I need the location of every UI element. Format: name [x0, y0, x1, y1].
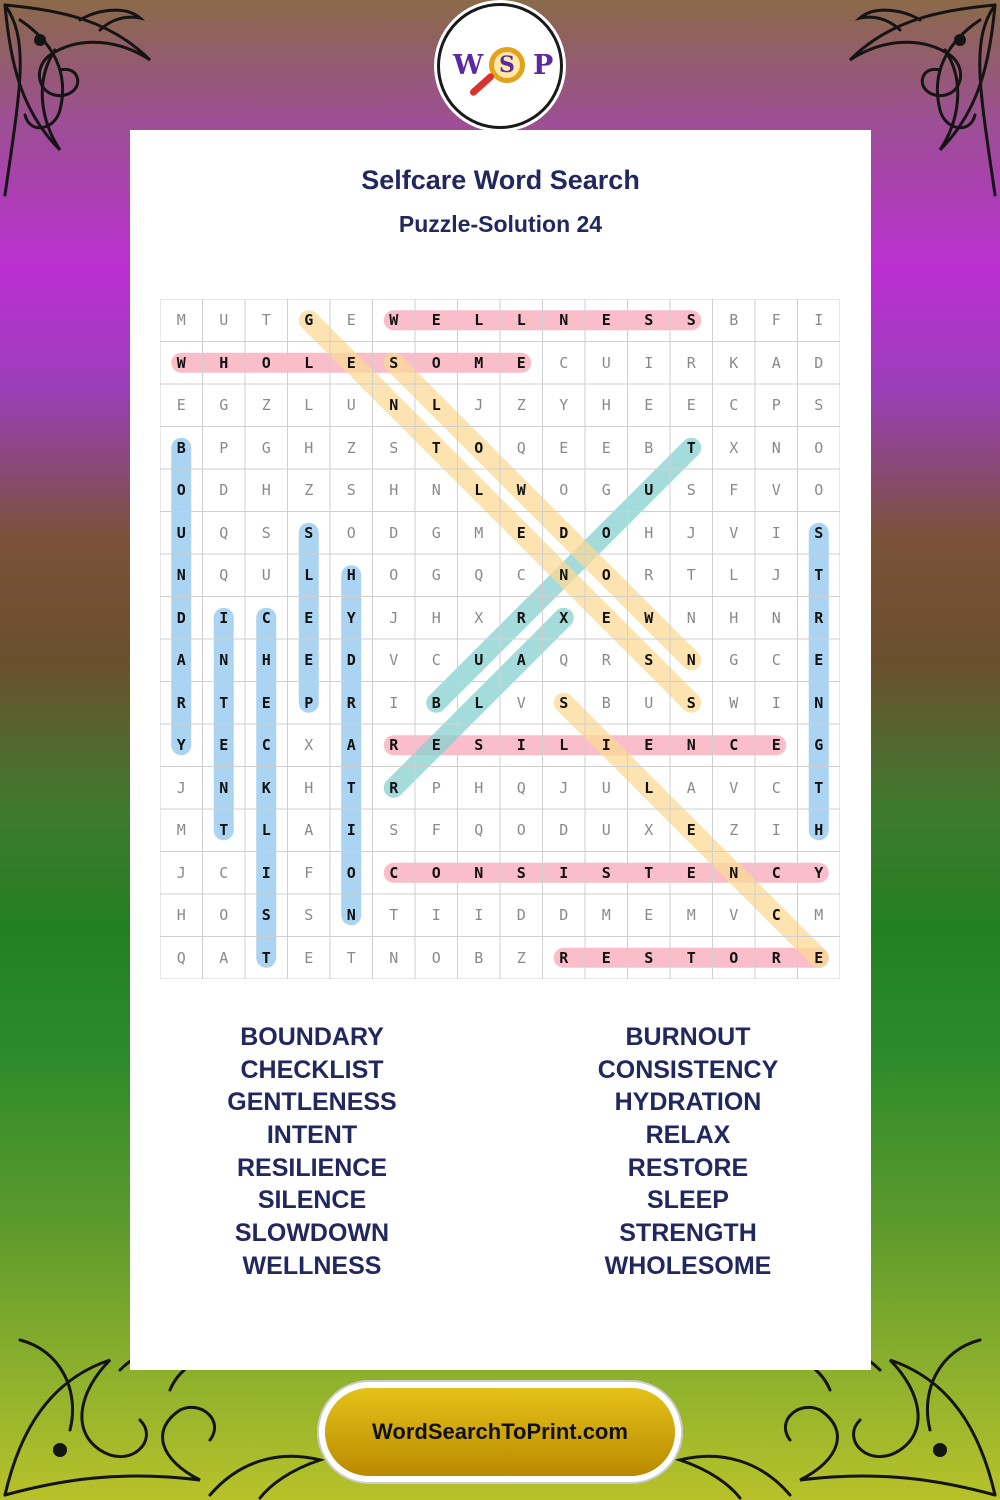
- grid-cell[interactable]: A: [771, 353, 781, 372]
- logo-letter-s: S: [499, 52, 515, 78]
- grid-cell[interactable]: U: [601, 778, 611, 797]
- grid-cell[interactable]: T: [219, 693, 229, 712]
- grid-cell[interactable]: J: [686, 523, 696, 542]
- grid-cell[interactable]: H: [304, 438, 314, 457]
- word-list-item: RESTORE: [627, 1153, 749, 1182]
- grid-cell[interactable]: C: [261, 736, 271, 754]
- grid-cell[interactable]: N: [771, 438, 781, 457]
- grid-cell[interactable]: G: [261, 438, 271, 457]
- grid-cell[interactable]: F: [304, 863, 314, 882]
- grid-cell[interactable]: E: [304, 608, 314, 627]
- grid-cell[interactable]: L: [474, 481, 484, 499]
- grid-cell[interactable]: E: [431, 736, 441, 754]
- grid-cell[interactable]: E: [771, 736, 781, 754]
- word-list-item: INTENT: [266, 1121, 358, 1150]
- grid-cell[interactable]: N: [771, 608, 781, 627]
- grid-cell[interactable]: S: [644, 311, 654, 329]
- word-list-item: GENTLENESS: [227, 1088, 397, 1117]
- grid-cell[interactable]: C: [771, 778, 781, 797]
- grid-cell[interactable]: S: [304, 523, 314, 542]
- grid-cell[interactable]: I: [601, 736, 611, 754]
- grid-cell[interactable]: S: [559, 693, 569, 712]
- grid-cell[interactable]: E: [814, 651, 824, 669]
- grid-cell[interactable]: Q: [176, 948, 186, 967]
- grid-cell[interactable]: L: [644, 778, 654, 797]
- grid-cell[interactable]: L: [304, 396, 314, 414]
- grid-cell[interactable]: N: [219, 651, 229, 669]
- grid-cell[interactable]: O: [176, 481, 186, 499]
- grid-cell[interactable]: S: [686, 311, 696, 329]
- grid-cell[interactable]: I: [814, 311, 824, 329]
- grid-cell[interactable]: S: [686, 693, 696, 712]
- grid-cell[interactable]: S: [686, 481, 696, 499]
- grid-cell[interactable]: N: [686, 608, 696, 627]
- grid-cell[interactable]: O: [474, 438, 484, 457]
- grid-cell[interactable]: M: [474, 353, 484, 372]
- grid-cell[interactable]: H: [601, 396, 611, 414]
- magnifier-icon: [489, 47, 525, 83]
- grid-cell[interactable]: N: [389, 948, 399, 967]
- grid-cell[interactable]: Y: [814, 863, 824, 882]
- word-list-column-2: [488, 1021, 888, 1283]
- grid-cell[interactable]: H: [474, 778, 484, 797]
- grid-cell[interactable]: T: [814, 778, 824, 797]
- grid-cell[interactable]: D: [559, 906, 569, 924]
- grid-cell[interactable]: N: [431, 481, 441, 499]
- grid-cell[interactable]: G: [814, 736, 824, 754]
- grid-cell[interactable]: S: [644, 948, 654, 967]
- grid-cell[interactable]: Q: [516, 778, 526, 797]
- grid-cell[interactable]: E: [516, 353, 526, 372]
- grid-cell[interactable]: O: [601, 523, 611, 542]
- grid-cell[interactable]: A: [516, 651, 526, 669]
- grid-cell[interactable]: H: [261, 481, 271, 499]
- word-list-item: CHECKLIST: [240, 1055, 384, 1084]
- grid-cell[interactable]: G: [304, 311, 314, 329]
- grid-cell[interactable]: Z: [261, 396, 271, 414]
- grid-cell[interactable]: W: [516, 481, 526, 499]
- grid-cell[interactable]: U: [601, 353, 611, 372]
- grid-cell[interactable]: R: [686, 353, 696, 372]
- word-list-item: BOUNDARY: [240, 1023, 384, 1051]
- letter-grid[interactable]: [160, 299, 840, 979]
- word-list-item: RELAX: [645, 1121, 731, 1150]
- grid-cell[interactable]: J: [389, 608, 399, 627]
- grid-cell[interactable]: Q: [474, 821, 484, 839]
- grid-cell[interactable]: N: [176, 566, 186, 584]
- grid-cell[interactable]: G: [729, 651, 739, 669]
- grid-cell[interactable]: X: [304, 736, 314, 754]
- word-list-item: SLEEP: [647, 1186, 729, 1215]
- grid-cell[interactable]: W: [644, 608, 654, 627]
- grid-cell[interactable]: D: [559, 523, 569, 542]
- grid-cell[interactable]: Y: [559, 396, 569, 414]
- grid-cell[interactable]: U: [219, 311, 229, 329]
- grid-cell[interactable]: T: [261, 311, 271, 329]
- grid-cell[interactable]: T: [814, 566, 824, 584]
- grid-cell[interactable]: C: [771, 651, 781, 669]
- grid-cell[interactable]: Q: [559, 651, 569, 669]
- grid-cell[interactable]: I: [771, 523, 781, 542]
- word-list-item: WHOLESOME: [604, 1251, 772, 1280]
- grid-cell[interactable]: M: [176, 311, 186, 329]
- grid-cell[interactable]: R: [346, 693, 356, 712]
- grid-cell[interactable]: R: [644, 566, 654, 584]
- grid-cell[interactable]: T: [219, 821, 229, 839]
- grid-cell[interactable]: U: [644, 481, 654, 499]
- grid-cell[interactable]: C: [559, 353, 569, 372]
- grid-cell[interactable]: Q: [219, 566, 229, 584]
- grid-cell[interactable]: E: [686, 821, 696, 839]
- grid-cell[interactable]: B: [729, 311, 739, 329]
- grid-cell[interactable]: O: [559, 481, 569, 499]
- grid-cell[interactable]: H: [814, 821, 824, 839]
- grid-cell[interactable]: O: [814, 481, 824, 499]
- grid-cell[interactable]: C: [261, 608, 271, 627]
- grid-cell[interactable]: N: [814, 693, 824, 712]
- grid-cell[interactable]: O: [219, 906, 229, 924]
- grid-cell[interactable]: O: [431, 863, 441, 882]
- grid-cell[interactable]: Z: [516, 396, 526, 414]
- grid-cell[interactable]: C: [431, 651, 441, 669]
- grid-cell[interactable]: O: [431, 948, 441, 967]
- grid-cell[interactable]: A: [304, 821, 314, 839]
- grid-cell[interactable]: N: [686, 651, 696, 669]
- grid-cell[interactable]: Y: [346, 608, 356, 627]
- grid-cell[interactable]: E: [644, 736, 654, 754]
- grid-cell[interactable]: R: [389, 778, 399, 797]
- grid-cell[interactable]: C: [729, 396, 739, 414]
- grid-cell[interactable]: A: [686, 778, 696, 797]
- grid-cell[interactable]: N: [559, 311, 569, 329]
- grid-cell[interactable]: E: [516, 523, 526, 542]
- grid-cell[interactable]: O: [601, 566, 611, 584]
- grid-cell[interactable]: S: [814, 396, 824, 414]
- grid-cell[interactable]: L: [559, 736, 569, 754]
- grid-cell[interactable]: M: [686, 906, 696, 924]
- grid-cell[interactable]: N: [559, 566, 569, 584]
- word-list-item: HYDRATION: [614, 1088, 762, 1117]
- grid-cell[interactable]: H: [729, 608, 739, 627]
- grid-cell[interactable]: E: [601, 311, 611, 329]
- grid-cell[interactable]: Z: [346, 438, 356, 457]
- grid-cell[interactable]: E: [814, 948, 824, 967]
- grid-cell[interactable]: L: [304, 353, 314, 372]
- grid-cell[interactable]: J: [771, 566, 781, 584]
- grid-cell[interactable]: M: [474, 523, 484, 542]
- grid-cell[interactable]: T: [686, 438, 696, 457]
- grid-cell[interactable]: U: [474, 651, 484, 669]
- grid-cell[interactable]: E: [559, 438, 569, 457]
- grid-cell[interactable]: N: [389, 396, 399, 414]
- grid-cell[interactable]: H: [261, 651, 271, 669]
- grid-cell[interactable]: F: [431, 821, 441, 839]
- logo-letter-p: P: [533, 50, 554, 81]
- grid-cell[interactable]: N: [686, 736, 696, 754]
- grid-cell[interactable]: D: [814, 353, 824, 372]
- grid-cell[interactable]: U: [346, 396, 356, 414]
- word-list-column-1: [112, 1021, 512, 1283]
- grid-cell[interactable]: S: [601, 863, 611, 882]
- grid-cell[interactable]: I: [516, 736, 526, 754]
- grid-cell[interactable]: B: [431, 693, 441, 712]
- grid-cell[interactable]: S: [516, 863, 526, 882]
- grid-cell[interactable]: L: [261, 821, 271, 839]
- grid-cell[interactable]: C: [771, 906, 781, 924]
- grid-cell[interactable]: V: [729, 906, 739, 924]
- grid-cell[interactable]: G: [219, 396, 229, 414]
- grid-cell[interactable]: D: [176, 608, 186, 627]
- grid-cell[interactable]: M: [601, 906, 611, 924]
- grid-cell[interactable]: I: [559, 863, 569, 882]
- grid-cell[interactable]: T: [644, 863, 654, 882]
- grid-cell[interactable]: N: [729, 863, 739, 882]
- grid-cell[interactable]: H: [219, 353, 229, 372]
- grid-cell[interactable]: I: [644, 353, 654, 372]
- grid-cell[interactable]: I: [474, 906, 484, 924]
- puzzle-subtitle: Puzzle-Solution 24: [398, 211, 603, 237]
- grid-cell[interactable]: B: [601, 693, 611, 712]
- grid-cell[interactable]: P: [431, 778, 441, 797]
- grid-cell[interactable]: S: [389, 821, 399, 839]
- grid-cell[interactable]: Q: [516, 438, 526, 457]
- word-list-item: WELLNESS: [242, 1251, 382, 1280]
- grid-cell[interactable]: D: [346, 651, 356, 669]
- grid-cell[interactable]: I: [346, 821, 356, 839]
- grid-cell[interactable]: C: [516, 566, 526, 584]
- grid-cell[interactable]: R: [559, 948, 569, 967]
- grid-cell[interactable]: R: [814, 608, 824, 627]
- grid-cell[interactable]: V: [729, 778, 739, 797]
- grid-cell[interactable]: E: [601, 948, 611, 967]
- grid-cell[interactable]: V: [516, 693, 526, 712]
- grid-cell[interactable]: X: [644, 821, 654, 839]
- grid-cell[interactable]: S: [644, 651, 654, 669]
- grid-cell[interactable]: K: [261, 778, 271, 797]
- grid-cell[interactable]: B: [644, 438, 654, 457]
- grid-cell[interactable]: J: [559, 778, 569, 797]
- grid-cell[interactable]: E: [304, 651, 314, 669]
- grid-cell[interactable]: L: [474, 311, 484, 329]
- grid-cell[interactable]: M: [814, 906, 824, 924]
- grid-cell[interactable]: A: [219, 948, 229, 967]
- grid-cell[interactable]: D: [559, 821, 569, 839]
- grid-cell[interactable]: N: [346, 906, 356, 924]
- grid-cell[interactable]: L: [729, 566, 739, 584]
- grid-cell[interactable]: D: [516, 906, 526, 924]
- grid-cell[interactable]: I: [261, 863, 271, 882]
- grid-cell[interactable]: C: [219, 863, 229, 882]
- grid-cell[interactable]: T: [261, 948, 271, 967]
- grid-cell[interactable]: W: [389, 311, 399, 329]
- grid-cell[interactable]: H: [176, 906, 186, 924]
- word-list-item: BURNOUT: [625, 1023, 751, 1051]
- grid-cell[interactable]: G: [431, 523, 441, 542]
- grid-cell[interactable]: P: [771, 396, 781, 414]
- grid-cell[interactable]: L: [516, 311, 526, 329]
- grid-cell[interactable]: W: [729, 693, 739, 712]
- grid-cell[interactable]: E: [686, 396, 696, 414]
- grid-cell[interactable]: I: [219, 608, 229, 627]
- grid-cell[interactable]: T: [686, 566, 696, 584]
- grid-cell[interactable]: S: [814, 523, 824, 542]
- grid-cell[interactable]: U: [601, 821, 611, 839]
- grid-cell[interactable]: O: [261, 353, 271, 372]
- grid-cell[interactable]: I: [771, 693, 781, 712]
- grid-cell[interactable]: A: [176, 651, 186, 669]
- grid-cell[interactable]: S: [474, 736, 484, 754]
- puzzle-title: Selfcare Word Search: [361, 165, 640, 195]
- grid-cell[interactable]: E: [261, 693, 271, 712]
- grid-cell[interactable]: C: [771, 863, 781, 882]
- grid-cell[interactable]: F: [729, 481, 739, 499]
- grid-cell[interactable]: S: [346, 481, 356, 499]
- grid-cell[interactable]: R: [176, 693, 186, 712]
- grid-cell[interactable]: I: [389, 693, 399, 712]
- grid-cell[interactable]: X: [559, 608, 569, 627]
- grid-cell[interactable]: P: [219, 438, 229, 457]
- word-list-item: STRENGTH: [619, 1219, 757, 1248]
- grid-cell[interactable]: K: [729, 353, 739, 372]
- site-logo[interactable]: [437, 3, 563, 129]
- grid-cell[interactable]: H: [304, 778, 314, 797]
- grid-cell[interactable]: T: [346, 778, 356, 797]
- grid-cell[interactable]: C: [729, 736, 739, 754]
- grid-cell[interactable]: R: [516, 608, 526, 627]
- grid-cell[interactable]: Q: [474, 566, 484, 584]
- grid-cell[interactable]: U: [176, 523, 186, 542]
- grid-cell[interactable]: S: [261, 906, 271, 924]
- grid-cell[interactable]: E: [431, 311, 441, 329]
- grid-cell[interactable]: U: [261, 566, 271, 584]
- grid-cell[interactable]: S: [389, 438, 399, 457]
- grid-cell[interactable]: H: [346, 566, 356, 584]
- grid-cell[interactable]: T: [686, 948, 696, 967]
- grid-cell[interactable]: E: [644, 906, 654, 924]
- grid-cell[interactable]: R: [601, 651, 611, 669]
- grid-cell[interactable]: G: [431, 566, 441, 584]
- grid-cell[interactable]: O: [729, 948, 739, 967]
- grid-cell[interactable]: F: [771, 311, 781, 329]
- grid-cell[interactable]: H: [389, 481, 399, 499]
- grid-cell[interactable]: X: [474, 608, 484, 627]
- grid-cell[interactable]: B: [474, 948, 484, 967]
- word-list-item: CONSISTENCY: [597, 1055, 779, 1084]
- grid-cell[interactable]: D: [389, 523, 399, 542]
- grid-cell[interactable]: I: [771, 821, 781, 839]
- grid-cell[interactable]: O: [346, 523, 356, 542]
- grid-cell[interactable]: O: [431, 353, 441, 372]
- grid-cell[interactable]: Z: [304, 481, 314, 499]
- grid-cell[interactable]: A: [346, 736, 356, 754]
- grid-cell[interactable]: E: [601, 438, 611, 457]
- grid-cell[interactable]: P: [304, 693, 314, 712]
- grid-cell[interactable]: E: [686, 863, 696, 882]
- grid-cell[interactable]: J: [176, 778, 186, 797]
- grid-cell[interactable]: T: [389, 906, 399, 924]
- grid-cell[interactable]: O: [389, 566, 399, 584]
- word-list-item: SLOWDOWN: [234, 1219, 390, 1248]
- grid-cell[interactable]: D: [219, 481, 229, 499]
- footer-site-link[interactable]: WordSearchToPrint.com: [325, 1388, 675, 1476]
- grid-cell[interactable]: R: [389, 736, 399, 754]
- grid-cell[interactable]: R: [771, 948, 781, 967]
- word-list-item: RESILIENCE: [236, 1153, 388, 1182]
- grid-cell[interactable]: E: [346, 353, 356, 372]
- grid-cell[interactable]: H: [644, 523, 654, 542]
- grid-cell[interactable]: Z: [516, 948, 526, 967]
- grid-cell[interactable]: G: [601, 481, 611, 499]
- grid-cell[interactable]: L: [474, 693, 484, 712]
- grid-cell[interactable]: E: [644, 396, 654, 414]
- grid-cell[interactable]: X: [729, 438, 739, 457]
- grid-cell[interactable]: W: [176, 353, 186, 372]
- grid-cell[interactable]: V: [729, 523, 739, 542]
- grid-cell[interactable]: E: [304, 948, 314, 967]
- grid-cell[interactable]: M: [176, 821, 186, 839]
- grid-cell[interactable]: S: [304, 906, 314, 924]
- grid-cell[interactable]: C: [389, 863, 399, 882]
- grid-cell[interactable]: Z: [729, 821, 739, 839]
- grid-cell[interactable]: V: [389, 651, 399, 669]
- grid-cell[interactable]: E: [219, 736, 229, 754]
- word-list-item: SILENCE: [257, 1186, 367, 1215]
- grid-cell[interactable]: V: [771, 481, 781, 499]
- grid-cell[interactable]: O: [346, 863, 356, 882]
- grid-cell[interactable]: J: [176, 863, 186, 882]
- grid-cell[interactable]: E: [601, 608, 611, 627]
- grid-cell[interactable]: T: [431, 438, 441, 457]
- grid-cell[interactable]: L: [431, 396, 441, 414]
- grid-cell[interactable]: Y: [176, 736, 186, 754]
- grid-cell[interactable]: L: [304, 566, 314, 584]
- grid-cell[interactable]: Q: [219, 523, 229, 542]
- grid-cell[interactable]: T: [346, 948, 356, 967]
- grid-cell[interactable]: B: [176, 438, 186, 457]
- grid-cell[interactable]: U: [644, 693, 654, 712]
- grid-cell[interactable]: J: [474, 396, 484, 414]
- grid-cell[interactable]: O: [814, 438, 824, 457]
- grid-cell[interactable]: N: [474, 863, 484, 882]
- grid-cell[interactable]: E: [176, 396, 186, 414]
- grid-cell[interactable]: I: [431, 906, 441, 924]
- grid-cell[interactable]: S: [261, 523, 271, 542]
- grid-cell[interactable]: O: [516, 821, 526, 839]
- logo-letter-w: W: [453, 50, 484, 81]
- grid-cell[interactable]: N: [219, 778, 229, 797]
- grid-cell[interactable]: E: [346, 311, 356, 329]
- grid-cell[interactable]: S: [389, 353, 399, 372]
- grid-cell[interactable]: H: [431, 608, 441, 627]
